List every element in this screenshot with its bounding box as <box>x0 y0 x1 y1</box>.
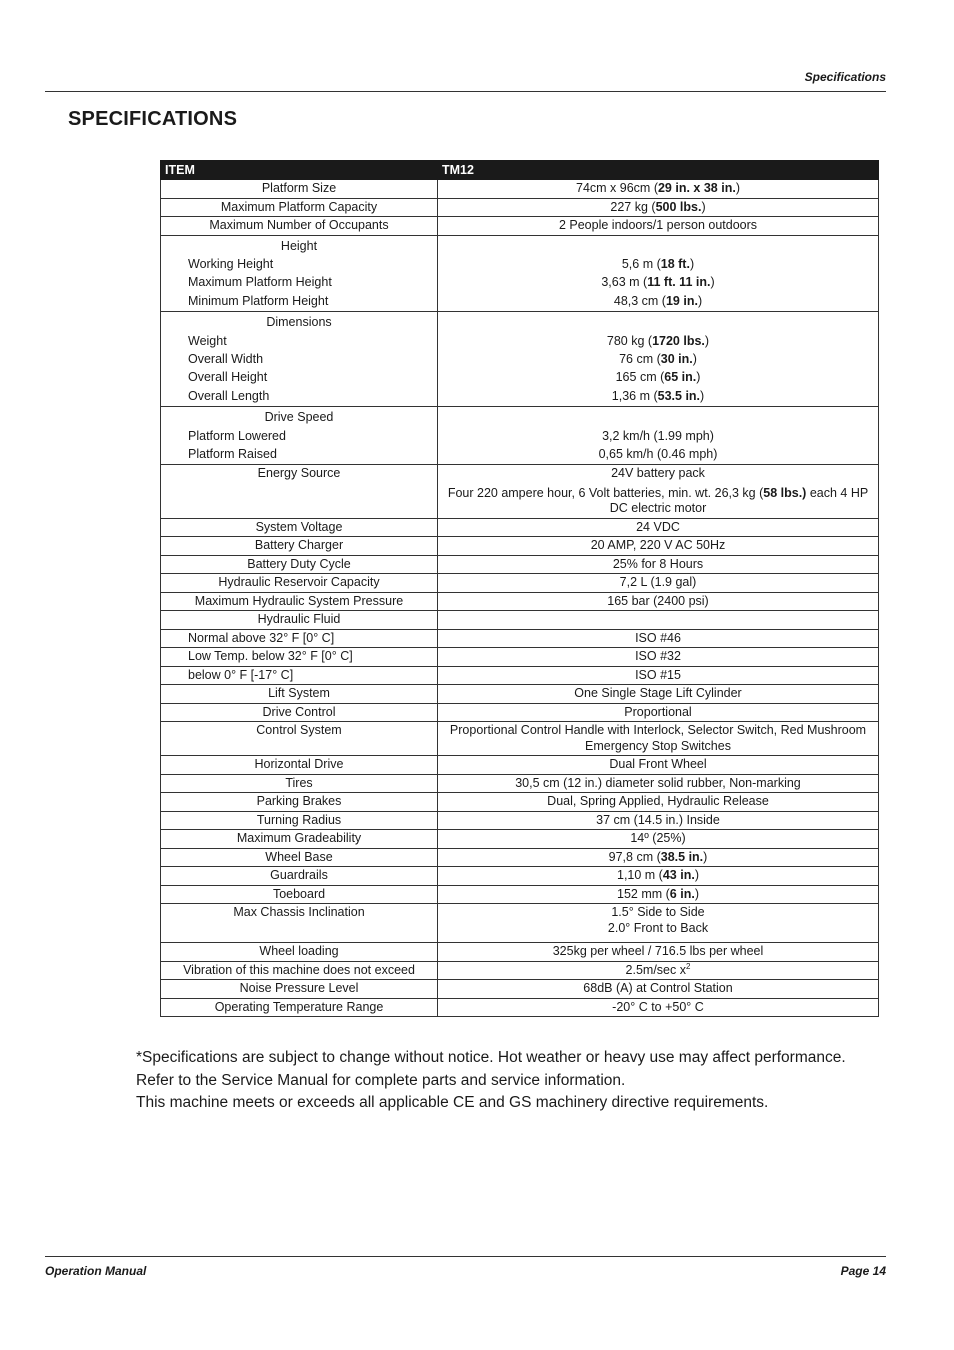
spec-value-bold: 6 in. <box>669 886 695 901</box>
spec-value-cell <box>438 703 879 722</box>
spec-value-text: 3,63 m ( <box>601 275 648 290</box>
running-head: Specifications <box>804 70 886 84</box>
spec-value-text: ISO #32 <box>635 649 681 664</box>
spec-value-cell <box>438 722 879 756</box>
spec-item-cell <box>161 611 438 630</box>
table-row <box>161 312 879 407</box>
spec-sub-item-label: Overall Height <box>188 370 268 385</box>
spec-value-cell <box>438 465 879 519</box>
table-row <box>161 235 879 312</box>
spec-value-text: each 4 HP DC electric motor <box>609 485 869 516</box>
spec-value-bold: 11 ft. 11 in. <box>647 275 711 290</box>
spec-item-cell <box>161 465 438 519</box>
table-row <box>161 885 879 904</box>
spec-item-cell <box>161 980 438 999</box>
spec-value-text: ISO #15 <box>635 667 681 682</box>
spec-value-text: ) <box>710 275 715 290</box>
spec-value-text: 5,6 m ( <box>621 256 661 271</box>
table-row <box>161 629 879 648</box>
spec-item-cell <box>161 793 438 812</box>
spec-value-text: 14º (25%) <box>630 831 686 846</box>
spec-value-bold: 65 in. <box>664 370 697 385</box>
spec-value-bold: 38.5 in. <box>660 849 704 864</box>
spec-value-text: ) <box>697 293 703 308</box>
spec-sub-item-label: Overall Width <box>188 351 264 366</box>
spec-item-cell <box>161 180 438 199</box>
spec-value-text: 165 cm ( <box>615 370 665 385</box>
table-row <box>161 180 879 199</box>
table-row <box>161 961 879 980</box>
spec-item-label: System Voltage <box>255 519 343 534</box>
spec-value-text: 7,2 L (1.9 gal) <box>619 575 697 590</box>
table-row <box>161 848 879 867</box>
spec-item-cell <box>161 518 438 537</box>
spec-value-text: Dual Front Wheel <box>609 757 707 772</box>
specifications-table <box>160 160 879 1017</box>
footnote-compliance: This machine meets or exceeds all applicable CE and GS machinery directive requirements. <box>136 1094 769 1112</box>
footnotes <box>136 1047 896 1115</box>
spec-value-bold: 18 ft. <box>660 256 690 271</box>
table-row <box>161 217 879 236</box>
spec-value-cell <box>438 830 879 849</box>
spec-item-cell <box>161 555 438 574</box>
table-row <box>161 998 879 1017</box>
spec-value-text: ) <box>735 181 740 195</box>
spec-value-text: ) <box>694 886 699 901</box>
spec-value-bold: 500 lbs. <box>655 199 702 214</box>
spec-value-text: One Single Stage Lift Cylinder <box>574 686 742 701</box>
spec-item-label: Hydraulic Reservoir Capacity <box>218 575 380 590</box>
spec-item-label: Battery Duty Cycle <box>247 556 351 571</box>
spec-value-text: ) <box>700 388 705 403</box>
spec-value-cell <box>438 904 879 943</box>
spec-value-text: 2.5m/sec x <box>625 962 686 977</box>
spec-item-label: Vibration of this machine does not exceed <box>183 962 415 977</box>
table-row <box>161 980 879 999</box>
spec-item-cell <box>161 998 438 1017</box>
spec-value-text: ISO #46 <box>635 630 681 645</box>
spec-item-label: Energy Source <box>257 466 341 481</box>
spec-item-cell <box>161 961 438 980</box>
spec-group-label: Dimensions <box>266 315 332 330</box>
table-row <box>161 518 879 537</box>
spec-value-text: 68dB (A) at Control Station <box>583 981 733 996</box>
spec-item-label: Drive Control <box>262 704 336 719</box>
spec-item-label: Tires <box>285 775 313 790</box>
spec-value-text: 227 kg ( <box>610 199 656 214</box>
table-row <box>161 198 879 217</box>
spec-value-cell <box>438 648 879 667</box>
spec-value-text: 1.5° Side to Side <box>611 905 705 920</box>
column-header-model: TM12 <box>438 161 879 180</box>
spec-value-text: 152 mm ( <box>617 886 670 901</box>
spec-value-cell <box>438 867 879 886</box>
spec-value-bold: 43 in. <box>662 868 695 883</box>
spec-item-cell <box>161 830 438 849</box>
spec-item-cell <box>161 217 438 236</box>
spec-value-text: 1,10 m ( <box>617 868 663 883</box>
spec-value-cell <box>438 592 879 611</box>
spec-value-cell <box>438 793 879 812</box>
spec-value-text: 20 AMP, 220 V AC 50Hz <box>590 538 726 553</box>
spec-value-text: 25% for 8 Hours <box>612 556 704 571</box>
table-row <box>161 703 879 722</box>
spec-item-cell <box>161 885 438 904</box>
table-row <box>161 811 879 830</box>
spec-value-text: ) <box>692 351 697 366</box>
spec-sub-item-label: Maximum Platform Height <box>188 275 332 290</box>
table-row <box>161 555 879 574</box>
spec-item-label: Max Chassis Inclination <box>233 905 365 920</box>
spec-value-text: Four 220 ampere hour, 6 Volt batteries, min. wt. 26,3 kg ( <box>447 485 764 500</box>
spec-item-cell <box>161 756 438 775</box>
spec-value-cell <box>438 885 879 904</box>
spec-value-text: 24V battery pack <box>611 466 705 481</box>
spec-item-label: Parking Brakes <box>256 794 342 809</box>
spec-value-cell <box>438 198 879 217</box>
spec-item-cell <box>161 943 438 962</box>
spec-item-label: Operating Temperature Range <box>214 999 384 1014</box>
table-row <box>161 756 879 775</box>
spec-value-cell <box>438 943 879 962</box>
footer-page-number: Page 14 <box>840 1264 886 1278</box>
spec-item-label: below 0° F [-17° C] <box>188 667 294 682</box>
spec-item-label: Maximum Gradeability <box>236 831 362 846</box>
spec-value-text: 780 kg ( <box>606 333 653 348</box>
footer-manual-name: Operation Manual <box>45 1264 147 1278</box>
spec-value-text: ) <box>703 849 708 864</box>
spec-value-text: ) <box>701 199 706 214</box>
spec-item-label: Hydraulic Fluid <box>257 612 341 627</box>
spec-item-label: Maximum Hydraulic System Pressure <box>194 593 404 608</box>
table-row <box>161 904 879 943</box>
spec-value-text: 165 bar (2400 psi) <box>607 593 709 608</box>
table-row <box>161 867 879 886</box>
spec-value-cell <box>438 774 879 793</box>
table-row <box>161 592 879 611</box>
spec-value-cell <box>438 685 879 704</box>
spec-value-text: 97,8 cm ( <box>608 849 661 864</box>
spec-sub-item-label: Working Height <box>188 256 274 271</box>
spec-value-cell <box>438 407 879 465</box>
spec-item-label: Normal above 32° F [0° C] <box>188 630 335 645</box>
spec-value-cell <box>438 629 879 648</box>
spec-item-cell <box>161 848 438 867</box>
spec-item-cell <box>161 904 438 943</box>
table-row <box>161 685 879 704</box>
spec-value-text: 74cm x 96cm ( <box>576 181 658 195</box>
spec-item-label: Toeboard <box>272 886 326 901</box>
spec-value-cell <box>438 537 879 556</box>
spec-value-text: 325kg per wheel / 716.5 lbs per wheel <box>552 944 764 959</box>
spec-item-cell <box>161 629 438 648</box>
spec-value-bold: 53.5 in. <box>657 388 701 403</box>
spec-item-cell <box>161 722 438 756</box>
spec-item-label: Maximum Platform Capacity <box>220 199 378 214</box>
table-row <box>161 407 879 465</box>
spec-value-cell <box>438 574 879 593</box>
spec-value-bold: 30 in. <box>660 351 693 366</box>
spec-item-label: Wheel Base <box>265 849 333 864</box>
spec-sub-item-label: Minimum Platform Height <box>188 293 329 308</box>
spec-value-cell <box>438 518 879 537</box>
spec-item-cell <box>161 666 438 685</box>
spec-item-cell <box>161 537 438 556</box>
spec-item-cell <box>161 312 438 407</box>
spec-item-cell <box>161 648 438 667</box>
table-row <box>161 666 879 685</box>
spec-value-text: 1,36 m ( <box>611 388 658 403</box>
table-row <box>161 830 879 849</box>
table-row <box>161 722 879 756</box>
spec-value-text: 3,2 km/h (1.99 mph) <box>602 428 714 443</box>
spec-item-label: Guardrails <box>270 868 328 883</box>
page-title: SPECIFICATIONS <box>68 108 238 130</box>
spec-item-label: Wheel loading <box>259 944 339 959</box>
spec-item-cell <box>161 235 438 312</box>
spec-value-cell <box>438 980 879 999</box>
spec-value-text: ) <box>704 333 710 348</box>
spec-value-cell <box>438 217 879 236</box>
spec-value-text: 2.0° Front to Back <box>607 920 709 935</box>
spec-item-label: Platform Size <box>261 181 337 195</box>
spec-value-text: 24 VDC <box>636 519 680 534</box>
spec-item-cell <box>161 574 438 593</box>
spec-item-cell <box>161 774 438 793</box>
spec-value-bold: 29 in. x 38 in. <box>657 181 736 195</box>
spec-group-label: Height <box>280 238 318 253</box>
spec-value-bold: 58 lbs.) <box>763 485 807 500</box>
spec-value-cell <box>438 555 879 574</box>
spec-value-cell <box>438 811 879 830</box>
column-header-item: ITEM <box>161 161 438 180</box>
spec-item-label: Maximum Number of Occupants <box>209 218 389 232</box>
table-row <box>161 611 879 630</box>
spec-value-cell <box>438 611 879 630</box>
table-header-row <box>161 161 879 180</box>
spec-value-text: 0,65 km/h (0.46 mph) <box>598 446 718 461</box>
spec-value-text: Proportional Control Handle with Interlock, Selector Switch, Red Mushroom Emergency Stop Switches <box>449 723 867 753</box>
spec-item-label: Turning Radius <box>256 812 342 827</box>
spec-value-cell <box>438 235 879 312</box>
bottom-rule <box>45 1256 886 1257</box>
spec-value-text: ) <box>689 256 695 271</box>
spec-item-cell <box>161 703 438 722</box>
footnote-disclaimer: *Specifications are subject to change without notice. Hot weather or heavy use may affect performance. <box>136 1049 846 1066</box>
table-row <box>161 774 879 793</box>
spec-value-bold: 1720 lbs. <box>652 333 705 348</box>
footnote-service-manual: Refer to the Service Manual for complete parts and service information. <box>136 1071 626 1089</box>
spec-item-label: Noise Pressure Level <box>239 981 359 996</box>
table-row <box>161 648 879 667</box>
spec-value-text: 2 People indoors/1 person outdoors <box>558 218 758 232</box>
spec-item-cell <box>161 592 438 611</box>
table-row <box>161 574 879 593</box>
spec-sub-item-label: Platform Raised <box>188 446 277 461</box>
table-row <box>161 465 879 519</box>
spec-item-label: Horizontal Drive <box>254 757 344 772</box>
top-rule <box>45 91 886 92</box>
table-row <box>161 537 879 556</box>
spec-sub-item-label: Platform Lowered <box>188 428 286 443</box>
spec-value-bold: 19 in. <box>665 293 698 308</box>
spec-item-cell <box>161 407 438 465</box>
table-row <box>161 943 879 962</box>
spec-item-cell <box>161 685 438 704</box>
spec-sub-item-label: Overall Length <box>188 388 270 403</box>
spec-item-label: Low Temp. below 32° F [0° C] <box>188 649 353 664</box>
spec-item-label: Battery Charger <box>254 538 344 553</box>
spec-item-label: Control System <box>256 723 342 738</box>
table-row <box>161 793 879 812</box>
spec-value-text: ) <box>696 370 701 385</box>
spec-value-text: -20° C to +50° C <box>612 999 704 1014</box>
spec-value-superscript: 2 <box>685 961 691 971</box>
spec-value-cell <box>438 998 879 1017</box>
spec-group-label: Drive Speed <box>264 410 334 425</box>
spec-value-text: 37 cm (14.5 in.) Inside <box>596 812 720 827</box>
spec-item-label: Lift System <box>268 686 330 701</box>
spec-value-cell <box>438 312 879 407</box>
spec-item-cell <box>161 867 438 886</box>
spec-value-text: 30,5 cm (12 in.) diameter solid rubber, Non-marking <box>515 775 801 790</box>
spec-item-cell <box>161 198 438 217</box>
spec-sub-item-label: Weight <box>188 333 227 348</box>
spec-value-text: Dual, Spring Applied, Hydraulic Release <box>547 794 769 809</box>
spec-value-cell <box>438 848 879 867</box>
spec-value-text: Proportional <box>624 704 692 719</box>
spec-value-text: ) <box>694 868 699 883</box>
spec-item-cell <box>161 811 438 830</box>
spec-value-cell <box>438 180 879 199</box>
spec-value-cell <box>438 756 879 775</box>
spec-value-text: 48,3 cm ( <box>613 293 666 308</box>
spec-value-cell <box>438 666 879 685</box>
spec-value-text: 76 cm ( <box>619 351 661 366</box>
spec-value-cell <box>438 961 879 980</box>
